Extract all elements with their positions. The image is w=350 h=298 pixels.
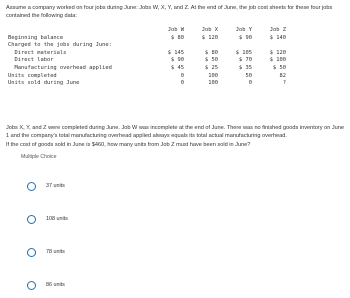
table-row bbox=[8, 35, 286, 43]
table-cell: $ 35 bbox=[239, 64, 252, 71]
job-cost-table bbox=[8, 27, 286, 88]
table-cell: 50 bbox=[245, 72, 252, 79]
table-cell: $ 140 bbox=[269, 34, 286, 41]
row-label: Beginning balance bbox=[8, 34, 64, 41]
radio-button[interactable] bbox=[27, 248, 36, 257]
table-cell: $ 120 bbox=[269, 49, 286, 56]
table-header-row bbox=[8, 27, 286, 35]
answer-option-4[interactable] bbox=[27, 279, 65, 291]
row-label: Direct labor bbox=[8, 57, 54, 64]
answer-option-label: 78 units bbox=[46, 249, 65, 255]
row-label: Manufacturing overhead applied bbox=[8, 64, 112, 71]
table-cell: 0 bbox=[180, 80, 184, 87]
answer-option-2[interactable] bbox=[27, 213, 68, 225]
multiple-choice-label: Multiple Choice bbox=[21, 154, 57, 160]
radio-button[interactable] bbox=[27, 281, 36, 290]
table-row bbox=[8, 65, 286, 73]
problem-intro: Assume a company worked on four jobs during June: Jobs W, X, Y, and Z. At the end of June, the job cost sheets for these four jobs contained the following data: bbox=[6, 5, 333, 19]
table-cell: 0 bbox=[180, 72, 184, 79]
table-cell: 100 bbox=[208, 80, 218, 87]
table-cell: 0 bbox=[248, 80, 252, 87]
table-cell: 100 bbox=[208, 72, 218, 79]
row-label: Units completed bbox=[8, 72, 57, 79]
table-cell: $ 90 bbox=[239, 34, 252, 41]
table-cell: $ 145 bbox=[167, 49, 184, 56]
col-header-job-w: Job W bbox=[167, 27, 184, 33]
answer-option-3[interactable] bbox=[27, 246, 65, 258]
table-cell: $ 100 bbox=[269, 57, 286, 64]
radio-button[interactable] bbox=[27, 215, 36, 224]
answer-option-label: 37 units bbox=[46, 183, 65, 189]
row-label: Charged to the jobs during June: bbox=[8, 42, 112, 49]
table-cell: $ 25 bbox=[205, 64, 218, 71]
table-cell: $ 50 bbox=[205, 57, 218, 64]
table-cell: $ 90 bbox=[171, 57, 184, 64]
radio-button[interactable] bbox=[27, 182, 36, 191]
table-row bbox=[8, 57, 286, 65]
answer-option-label: 108 units bbox=[46, 216, 68, 222]
problem-explanation: Jobs X, Y, and Z were completed during June. Job W was incomplete at the end of June. There was no finished goods inventory on June 1 and the company's total manufacturing overhead applied always equals its total actual manufacturing overhead. bbox=[6, 125, 345, 139]
row-label: Direct materials bbox=[8, 49, 67, 56]
col-header-job-y: Job Y bbox=[235, 27, 252, 33]
table-cell: ? bbox=[282, 80, 286, 87]
col-header-job-z: Job Z bbox=[269, 27, 286, 33]
table-cell: $ 120 bbox=[201, 34, 218, 41]
table-cell: $ 105 bbox=[235, 49, 252, 56]
table-cell: 82 bbox=[279, 72, 286, 79]
col-header-job-x: Job X bbox=[201, 27, 218, 33]
table-cell: $ 45 bbox=[171, 64, 184, 71]
table-row bbox=[8, 42, 286, 50]
table-row bbox=[8, 80, 286, 88]
table-cell: $ 50 bbox=[273, 64, 286, 71]
table-row bbox=[8, 50, 286, 58]
table-cell: $ 80 bbox=[171, 34, 184, 41]
question-text: If the cost of goods sold in June is $460, how many units from Job Z must have been sold in June? bbox=[6, 142, 251, 148]
table-cell: $ 70 bbox=[239, 57, 252, 64]
answer-option-1[interactable] bbox=[27, 180, 65, 192]
table-cell: $ 80 bbox=[205, 49, 218, 56]
answer-option-label: 86 units bbox=[46, 282, 65, 288]
row-label: Units sold during June bbox=[8, 80, 80, 87]
table-row bbox=[8, 73, 286, 81]
